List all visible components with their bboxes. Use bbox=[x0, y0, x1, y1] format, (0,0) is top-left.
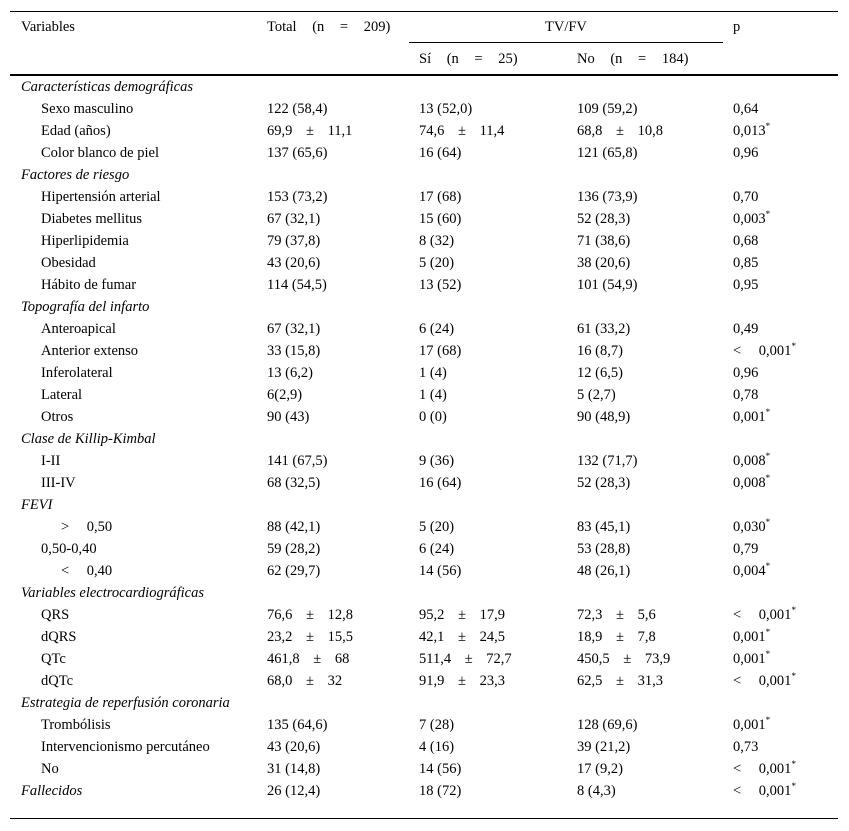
cell-no: 109 (59,2) bbox=[577, 101, 638, 117]
cell-total: 141 (67,5) bbox=[267, 453, 328, 469]
header-p: p bbox=[733, 19, 741, 35]
row-label: < 0,40 bbox=[61, 563, 113, 579]
row-label: dQRS bbox=[41, 629, 77, 645]
cell-p-value bbox=[733, 628, 770, 646]
cell-no: 39 (21,2) bbox=[577, 739, 631, 755]
p-value-text: 0,013 bbox=[733, 123, 766, 139]
row-label: QRS bbox=[41, 607, 70, 623]
section-heading: Topografía del infarto bbox=[21, 299, 150, 315]
cell-yes: 1 (4) bbox=[419, 365, 447, 381]
row-label: I-II bbox=[41, 453, 61, 469]
cell-total: 33 (15,8) bbox=[267, 343, 321, 359]
significance-marker: * bbox=[791, 605, 796, 615]
significance-marker: * bbox=[791, 341, 796, 351]
cell-total: 76,6 ± 12,8 bbox=[267, 607, 353, 623]
cell-yes: 16 (64) bbox=[419, 475, 462, 491]
cell-total: 43 (20,6) bbox=[267, 739, 321, 755]
cell-total: 67 (32,1) bbox=[267, 211, 321, 227]
cell-no: 17 (9,2) bbox=[577, 761, 623, 777]
p-value-text: < 0,001 bbox=[733, 761, 792, 777]
cell-no: 101 (54,9) bbox=[577, 277, 638, 293]
section-heading: Características demográficas bbox=[21, 79, 193, 95]
cell-no: 48 (26,1) bbox=[577, 563, 631, 579]
significance-marker: * bbox=[765, 715, 771, 725]
row-label: > 0,50 bbox=[61, 519, 113, 535]
table-top-rule bbox=[10, 11, 838, 12]
cell-yes: 511,4 ± 72,7 bbox=[419, 651, 512, 667]
cell-yes: 9 (36) bbox=[419, 453, 455, 469]
row-label: Color blanco de piel bbox=[41, 145, 159, 161]
significance-marker: * bbox=[791, 671, 796, 681]
cell-no: 450,5 ± 73,9 bbox=[577, 651, 671, 667]
cell-no: 8 (4,3) bbox=[577, 783, 616, 799]
p-value-text: 0,008 bbox=[733, 453, 766, 469]
p-value-text: 0,68 bbox=[733, 233, 759, 249]
cell-p-value bbox=[733, 672, 796, 690]
cell-no: 53 (28,8) bbox=[577, 541, 631, 557]
cell-yes: 7 (28) bbox=[419, 717, 455, 733]
significance-marker: * bbox=[765, 649, 771, 659]
cell-yes: 17 (68) bbox=[419, 189, 462, 205]
significance-marker: * bbox=[765, 121, 771, 131]
row-label: Lateral bbox=[41, 387, 83, 403]
p-value-text: 0,73 bbox=[733, 739, 759, 755]
cell-no: 71 (38,6) bbox=[577, 233, 631, 249]
cell-p-value bbox=[733, 760, 796, 778]
cell-p-value bbox=[733, 320, 758, 338]
row-label: No bbox=[41, 761, 59, 777]
row-label: Fallecidos bbox=[21, 783, 83, 799]
cell-no: 83 (45,1) bbox=[577, 519, 631, 535]
cell-p-value bbox=[733, 716, 770, 734]
row-label: 0,50-0,40 bbox=[41, 541, 97, 557]
cell-total: 31 (14,8) bbox=[267, 761, 321, 777]
cell-no: 5 (2,7) bbox=[577, 387, 616, 403]
cell-p-value bbox=[733, 342, 796, 360]
cell-p-value bbox=[733, 232, 758, 250]
p-value-text: < 0,001 bbox=[733, 343, 792, 359]
row-label: Obesidad bbox=[41, 255, 96, 271]
cell-no: 18,9 ± 7,8 bbox=[577, 629, 656, 645]
cell-p-value bbox=[733, 540, 758, 558]
cell-yes: 1 (4) bbox=[419, 387, 447, 403]
group-header-rule bbox=[409, 42, 723, 43]
cell-p-value bbox=[733, 188, 758, 206]
row-label: Inferolateral bbox=[41, 365, 113, 381]
p-value-text: 0,96 bbox=[733, 145, 759, 161]
cell-yes: 95,2 ± 17,9 bbox=[419, 607, 505, 623]
row-label: Diabetes mellitus bbox=[41, 211, 143, 227]
cell-p-value bbox=[733, 452, 770, 470]
cell-yes: 74,6 ± 11,4 bbox=[419, 123, 505, 139]
p-value-text: 0,96 bbox=[733, 365, 759, 381]
section-heading: FEVI bbox=[21, 497, 53, 513]
p-value-text: 0,001 bbox=[733, 409, 766, 425]
cell-yes: 18 (72) bbox=[419, 783, 462, 799]
header-yes: Sí (n = 25) bbox=[419, 51, 518, 67]
cell-total: 69,9 ± 11,1 bbox=[267, 123, 353, 139]
cell-no: 62,5 ± 31,3 bbox=[577, 673, 663, 689]
cell-p-value bbox=[733, 210, 770, 228]
cell-no: 52 (28,3) bbox=[577, 211, 631, 227]
section-heading: Estrategia de reperfusión coronaria bbox=[21, 695, 230, 711]
cell-total: 13 (6,2) bbox=[267, 365, 313, 381]
header-bottom-rule bbox=[10, 74, 838, 76]
cell-no: 52 (28,3) bbox=[577, 475, 631, 491]
p-value-text: < 0,001 bbox=[733, 607, 792, 623]
p-value-text: 0,85 bbox=[733, 255, 759, 271]
row-label: Otros bbox=[41, 409, 74, 425]
cell-p-value bbox=[733, 386, 758, 404]
significance-marker: * bbox=[765, 561, 771, 571]
cell-p-value bbox=[733, 518, 770, 536]
cell-p-value bbox=[733, 100, 758, 118]
cell-p-value bbox=[733, 408, 770, 426]
cell-no: 90 (48,9) bbox=[577, 409, 631, 425]
significance-marker: * bbox=[765, 407, 771, 417]
cell-no: 38 (20,6) bbox=[577, 255, 631, 271]
cell-no: 61 (33,2) bbox=[577, 321, 631, 337]
p-value-text: 0,001 bbox=[733, 717, 766, 733]
row-label: dQTc bbox=[41, 673, 74, 689]
significance-marker: * bbox=[765, 627, 771, 637]
cell-total: 6(2,9) bbox=[267, 387, 303, 403]
cell-total: 90 (43) bbox=[267, 409, 310, 425]
cell-p-value bbox=[733, 254, 758, 272]
cell-no: 16 (8,7) bbox=[577, 343, 623, 359]
cell-total: 153 (73,2) bbox=[267, 189, 328, 205]
p-value-text: 0,003 bbox=[733, 211, 766, 227]
cell-yes: 5 (20) bbox=[419, 519, 455, 535]
cell-p-value bbox=[733, 144, 758, 162]
table-bottom-rule bbox=[10, 818, 838, 819]
header-group: TV/FV bbox=[545, 19, 587, 35]
cell-p-value bbox=[733, 122, 770, 140]
row-label: Hiperlipidemia bbox=[41, 233, 129, 249]
cell-no: 72,3 ± 5,6 bbox=[577, 607, 656, 623]
p-value-text: 0,78 bbox=[733, 387, 759, 403]
cell-p-value bbox=[733, 738, 758, 756]
cell-no: 136 (73,9) bbox=[577, 189, 638, 205]
section-heading: Variables electrocardiográficas bbox=[21, 585, 204, 601]
row-label: III-IV bbox=[41, 475, 76, 491]
cell-yes: 5 (20) bbox=[419, 255, 455, 271]
p-value-text: 0,030 bbox=[733, 519, 766, 535]
row-label: Anteroapical bbox=[41, 321, 116, 337]
cell-p-value bbox=[733, 606, 796, 624]
significance-marker: * bbox=[765, 451, 771, 461]
cell-yes: 14 (56) bbox=[419, 563, 462, 579]
cell-total: 137 (65,6) bbox=[267, 145, 328, 161]
cell-yes: 6 (24) bbox=[419, 321, 455, 337]
p-value-text: 0,95 bbox=[733, 277, 759, 293]
cell-yes: 91,9 ± 23,3 bbox=[419, 673, 505, 689]
cell-total: 59 (28,2) bbox=[267, 541, 321, 557]
row-label: Edad (años) bbox=[41, 123, 111, 139]
cell-yes: 15 (60) bbox=[419, 211, 462, 227]
cell-total: 43 (20,6) bbox=[267, 255, 321, 271]
p-value-text: 0,004 bbox=[733, 563, 766, 579]
cell-total: 68 (32,5) bbox=[267, 475, 321, 491]
cell-total: 461,8 ± 68 bbox=[267, 651, 350, 667]
row-label: Sexo masculino bbox=[41, 101, 134, 117]
p-value-text: 0,64 bbox=[733, 101, 759, 117]
row-label: QTc bbox=[41, 651, 66, 667]
significance-marker: * bbox=[791, 781, 796, 791]
row-label: Hipertensión arterial bbox=[41, 189, 161, 205]
cell-total: 62 (29,7) bbox=[267, 563, 321, 579]
p-value-text: < 0,001 bbox=[733, 783, 792, 799]
cell-total: 67 (32,1) bbox=[267, 321, 321, 337]
p-value-text: 0,70 bbox=[733, 189, 759, 205]
cell-yes: 8 (32) bbox=[419, 233, 455, 249]
significance-marker: * bbox=[765, 517, 771, 527]
cell-yes: 16 (64) bbox=[419, 145, 462, 161]
cell-p-value bbox=[733, 276, 758, 294]
row-label: Intervencionismo percutáneo bbox=[41, 739, 210, 755]
significance-marker: * bbox=[765, 473, 771, 483]
p-value-text: < 0,001 bbox=[733, 673, 792, 689]
row-label: Hábito de fumar bbox=[41, 277, 137, 293]
cell-yes: 42,1 ± 24,5 bbox=[419, 629, 505, 645]
cell-yes: 17 (68) bbox=[419, 343, 462, 359]
cell-no: 121 (65,8) bbox=[577, 145, 638, 161]
cell-p-value bbox=[733, 474, 770, 492]
p-value-text: 0,001 bbox=[733, 629, 766, 645]
cell-total: 135 (64,6) bbox=[267, 717, 328, 733]
cell-yes: 14 (56) bbox=[419, 761, 462, 777]
cell-total: 23,2 ± 15,5 bbox=[267, 629, 353, 645]
cell-total: 79 (37,8) bbox=[267, 233, 321, 249]
cell-no: 68,8 ± 10,8 bbox=[577, 123, 663, 139]
cell-p-value bbox=[733, 650, 770, 668]
cell-yes: 0 (0) bbox=[419, 409, 447, 425]
cell-total: 88 (42,1) bbox=[267, 519, 321, 535]
p-value-text: 0,008 bbox=[733, 475, 766, 491]
section-heading: Factores de riesgo bbox=[21, 167, 130, 183]
row-label: Trombólisis bbox=[41, 717, 111, 733]
p-value-text: 0,79 bbox=[733, 541, 759, 557]
cell-no: 12 (6,5) bbox=[577, 365, 623, 381]
row-label: Anterior extenso bbox=[41, 343, 139, 359]
cell-p-value bbox=[733, 562, 770, 580]
significance-marker: * bbox=[791, 759, 796, 769]
cell-no: 128 (69,6) bbox=[577, 717, 638, 733]
p-value-text: 0,001 bbox=[733, 651, 766, 667]
cell-yes: 4 (16) bbox=[419, 739, 455, 755]
cell-total: 68,0 ± 32 bbox=[267, 673, 343, 689]
header-variables: Variables bbox=[21, 19, 75, 35]
header-total: Total (n = 209) bbox=[267, 19, 391, 35]
cell-no: 132 (71,7) bbox=[577, 453, 638, 469]
cell-p-value bbox=[733, 782, 796, 800]
p-value-text: 0,49 bbox=[733, 321, 759, 337]
cell-total: 122 (58,4) bbox=[267, 101, 328, 117]
section-heading: Clase de Killip-Kimbal bbox=[21, 431, 156, 447]
header-no: No (n = 184) bbox=[577, 51, 689, 67]
cell-total: 114 (54,5) bbox=[267, 277, 327, 293]
significance-marker: * bbox=[765, 209, 771, 219]
cell-yes: 13 (52) bbox=[419, 277, 462, 293]
cell-total: 26 (12,4) bbox=[267, 783, 321, 799]
cell-p-value bbox=[733, 364, 758, 382]
cell-yes: 13 (52,0) bbox=[419, 101, 473, 117]
cell-yes: 6 (24) bbox=[419, 541, 455, 557]
